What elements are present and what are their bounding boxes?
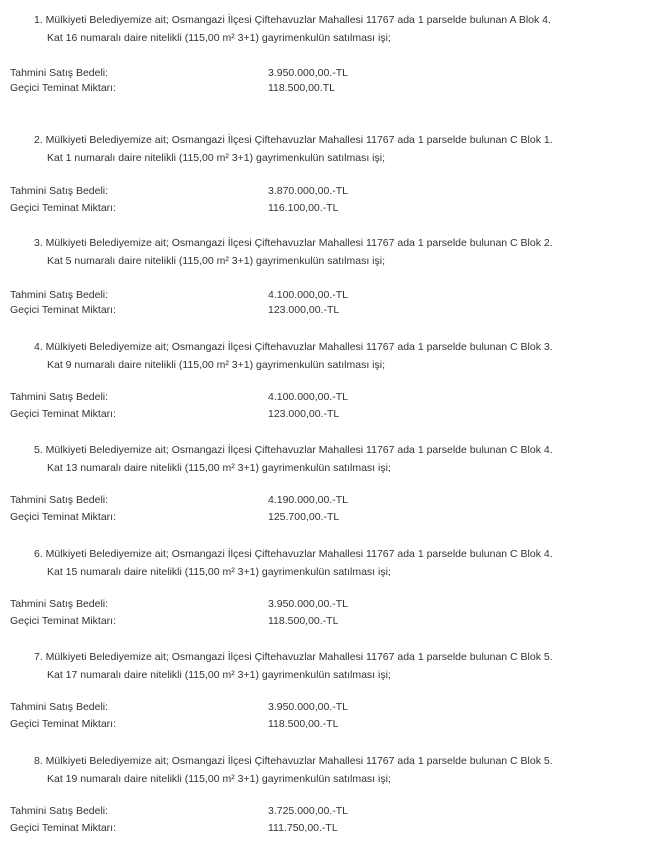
item-6-guarantee-value: 118.500,00.-TL bbox=[268, 615, 339, 627]
item-6-description-cont: Kat 15 numaralı daire nitelikli (115,00 m² 3+1) gayrimenkulün satılması işi; bbox=[47, 566, 391, 578]
item-5-price-value: 4.190.000,00.-TL bbox=[268, 494, 348, 506]
item-6-description: 6. Mülkiyeti Belediyemize ait; Osmangazi İlçesi Çiftehavuzlar Mahallesi 11767 ada 1 parselde bulunan C Blok 4. bbox=[34, 548, 553, 560]
item-7-price-label: Tahmini Satış Bedeli: bbox=[10, 701, 109, 713]
item-1-description-cont: Kat 16 numaralı daire nitelikli (115,00 m² 3+1) gayrimenkulün satılması işi; bbox=[47, 32, 391, 44]
item-1-guarantee-value: 118.500,00.TL bbox=[268, 82, 335, 94]
item-6-price-label: Tahmini Satış Bedeli: bbox=[10, 598, 109, 610]
item-2-description-cont: Kat 1 numaralı daire nitelikli (115,00 m² 3+1) gayrimenkulün satılması işi; bbox=[47, 152, 385, 164]
item-7-guarantee-label: Geçici Teminat Miktarı: bbox=[10, 718, 116, 730]
item-5-description-cont: Kat 13 numaralı daire nitelikli (115,00 m² 3+1) gayrimenkulün satılması işi; bbox=[47, 462, 391, 474]
item-8-guarantee-label: Geçici Teminat Miktarı: bbox=[10, 822, 116, 834]
item-3-description: 3. Mülkiyeti Belediyemize ait; Osmangazi İlçesi Çiftehavuzlar Mahallesi 11767 ada 1 parselde bulunan C Blok 2. bbox=[34, 237, 553, 249]
item-4-guarantee-label: Geçici Teminat Miktarı: bbox=[10, 408, 116, 420]
item-7-price-value: 3.950.000,00.-TL bbox=[268, 701, 348, 713]
item-4-guarantee-value: 123.000,00.-TL bbox=[268, 408, 340, 420]
item-8-description-cont: Kat 19 numaralı daire nitelikli (115,00 m² 3+1) gayrimenkulün satılması işi; bbox=[47, 773, 391, 785]
item-3-price-label: Tahmini Satış Bedeli: bbox=[10, 289, 109, 301]
item-2-price-value: 3.870.000,00.-TL bbox=[268, 185, 348, 197]
item-8-price-value: 3.725.000,00.-TL bbox=[268, 805, 348, 817]
item-5-guarantee-label: Geçici Teminat Miktarı: bbox=[10, 511, 116, 523]
item-6-guarantee-label: Geçici Teminat Miktarı: bbox=[10, 615, 116, 627]
item-3-guarantee-label: Geçici Teminat Miktarı: bbox=[10, 304, 116, 316]
item-1-price-label: Tahmini Satış Bedeli: bbox=[10, 67, 109, 79]
item-5-price-label: Tahmini Satış Bedeli: bbox=[10, 494, 109, 506]
item-3-guarantee-value: 123.000,00.-TL bbox=[268, 304, 340, 316]
item-2-price-label: Tahmini Satış Bedeli: bbox=[10, 185, 109, 197]
item-8-guarantee-value: 111.750,00.-TL bbox=[268, 822, 338, 834]
item-2-description: 2. Mülkiyeti Belediyemize ait; Osmangazi İlçesi Çiftehavuzlar Mahallesi 11767 ada 1 parselde bulunan C Blok 1. bbox=[34, 134, 553, 146]
item-2-guarantee-value: 116.100,00.-TL bbox=[268, 202, 339, 214]
item-1-price-value: 3.950.000,00.-TL bbox=[268, 67, 348, 79]
item-3-description-cont: Kat 5 numaralı daire nitelikli (115,00 m² 3+1) gayrimenkulün satılması işi; bbox=[47, 255, 385, 267]
item-7-guarantee-value: 118.500,00.-TL bbox=[268, 718, 339, 730]
item-4-price-label: Tahmini Satış Bedeli: bbox=[10, 391, 109, 403]
item-1-guarantee-label: Geçici Teminat Miktarı: bbox=[10, 82, 116, 94]
item-7-description-cont: Kat 17 numaralı daire nitelikli (115,00 m² 3+1) gayrimenkulün satılması işi; bbox=[47, 669, 391, 681]
item-3-price-value: 4.100.000,00.-TL bbox=[268, 289, 348, 301]
item-1-description: 1. Mülkiyeti Belediyemize ait; Osmangazi İlçesi Çiftehavuzlar Mahallesi 11767 ada 1 parselde bulunan A Blok 4. bbox=[34, 14, 551, 26]
item-4-price-value: 4.100.000,00.-TL bbox=[268, 391, 348, 403]
item-2-guarantee-label: Geçici Teminat Miktarı: bbox=[10, 202, 116, 214]
item-4-description: 4. Mülkiyeti Belediyemize ait; Osmangazi İlçesi Çiftehavuzlar Mahallesi 11767 ada 1 parselde bulunan C Blok 3. bbox=[34, 341, 553, 353]
item-6-price-value: 3.950.000,00.-TL bbox=[268, 598, 348, 610]
item-5-guarantee-value: 125.700,00.-TL bbox=[268, 511, 340, 523]
item-5-description: 5. Mülkiyeti Belediyemize ait; Osmangazi İlçesi Çiftehavuzlar Mahallesi 11767 ada 1 parselde bulunan C Blok 4. bbox=[34, 444, 553, 456]
item-4-description-cont: Kat 9 numaralı daire nitelikli (115,00 m² 3+1) gayrimenkulün satılması işi; bbox=[47, 359, 385, 371]
item-8-price-label: Tahmini Satış Bedeli: bbox=[10, 805, 109, 817]
item-7-description: 7. Mülkiyeti Belediyemize ait; Osmangazi İlçesi Çiftehavuzlar Mahallesi 11767 ada 1 parselde bulunan C Blok 5. bbox=[34, 651, 553, 663]
item-8-description: 8. Mülkiyeti Belediyemize ait; Osmangazi İlçesi Çiftehavuzlar Mahallesi 11767 ada 1 parselde bulunan C Blok 5. bbox=[34, 755, 553, 767]
